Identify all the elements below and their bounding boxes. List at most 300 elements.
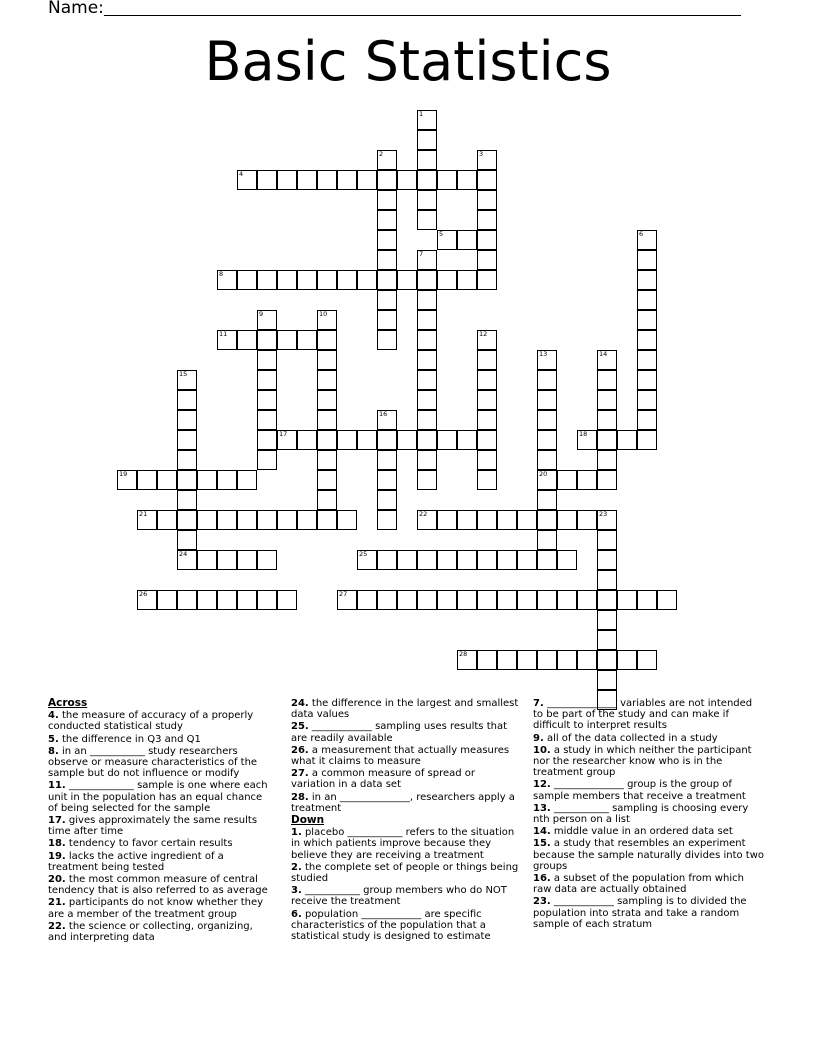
clue-item-number: 25.	[291, 721, 309, 733]
grid-cell[interactable]	[417, 370, 437, 390]
grid-cell[interactable]	[177, 390, 197, 410]
grid-cell[interactable]	[597, 530, 617, 550]
clue-number: 23	[599, 510, 608, 518]
grid-cell[interactable]	[597, 610, 617, 630]
grid-cell[interactable]	[637, 350, 657, 370]
grid-cell[interactable]	[637, 590, 657, 610]
grid-cell[interactable]	[237, 510, 257, 530]
grid-cell[interactable]	[137, 470, 157, 490]
grid-cell[interactable]	[417, 150, 437, 170]
grid-cell[interactable]	[617, 650, 637, 670]
grid-cell[interactable]	[257, 170, 277, 190]
clue-item-text: population ____________ are specific characteristics of the population that a statistical study is designed to estimate	[291, 908, 491, 943]
grid-cell[interactable]	[537, 510, 557, 530]
grid-cell[interactable]	[257, 590, 277, 610]
grid-cell[interactable]	[577, 650, 597, 670]
grid-cell[interactable]	[597, 470, 617, 490]
clue-item	[48, 838, 273, 849]
clue-item-text: the measure of accuracy of a properly conducted statistical study	[48, 710, 254, 733]
grid-cell[interactable]	[377, 230, 397, 250]
grid-cell[interactable]	[317, 450, 337, 470]
clue-item	[533, 873, 765, 895]
grid-cell[interactable]	[277, 590, 297, 610]
grid-cell[interactable]	[537, 430, 557, 450]
grid-cell[interactable]	[477, 150, 497, 170]
grid-cell[interactable]	[157, 510, 177, 530]
grid-cell[interactable]	[557, 650, 577, 670]
clue-number: 27	[339, 590, 348, 598]
grid-cell[interactable]	[477, 650, 497, 670]
grid-cell[interactable]	[597, 350, 617, 370]
grid-cell[interactable]	[317, 370, 337, 390]
grid-cell[interactable]	[577, 590, 597, 610]
grid-cell[interactable]	[377, 210, 397, 230]
grid-cell[interactable]	[477, 230, 497, 250]
grid-cell[interactable]	[257, 350, 277, 370]
grid-cell[interactable]	[177, 530, 197, 550]
grid-cell[interactable]	[397, 270, 417, 290]
grid-cell[interactable]	[457, 270, 477, 290]
grid-cell[interactable]	[377, 470, 397, 490]
grid-cell[interactable]	[597, 390, 617, 410]
grid-cell[interactable]	[437, 550, 457, 570]
grid-cell[interactable]	[557, 470, 577, 490]
grid-cell[interactable]	[577, 430, 597, 450]
grid-cell[interactable]	[457, 550, 477, 570]
grid-cell[interactable]	[457, 170, 477, 190]
grid-cell[interactable]	[597, 510, 617, 530]
grid-cell[interactable]	[377, 270, 397, 290]
grid-cell[interactable]	[417, 190, 437, 210]
grid-cell[interactable]	[377, 170, 397, 190]
grid-cell[interactable]	[537, 550, 557, 570]
grid-cell[interactable]	[637, 270, 657, 290]
grid-cell[interactable]	[377, 310, 397, 330]
grid-cell[interactable]	[657, 590, 677, 610]
grid-cell[interactable]	[477, 430, 497, 450]
grid-cell[interactable]	[417, 330, 437, 350]
grid-cell[interactable]	[417, 410, 437, 430]
grid-cell[interactable]	[517, 590, 537, 610]
grid-cell[interactable]	[317, 270, 337, 290]
clue-item-number: 22.	[48, 920, 66, 932]
clue-item	[533, 896, 765, 930]
grid-cell[interactable]	[517, 510, 537, 530]
grid-cell[interactable]	[437, 230, 457, 250]
clue-item	[533, 733, 765, 744]
grid-cell[interactable]	[157, 590, 177, 610]
grid-cell[interactable]	[537, 450, 557, 470]
grid-cell[interactable]	[417, 430, 437, 450]
grid-cell[interactable]	[597, 550, 617, 570]
grid-cell[interactable]	[377, 290, 397, 310]
grid-cell[interactable]	[477, 250, 497, 270]
grid-cell[interactable]	[637, 310, 657, 330]
clue-item-number: 10.	[533, 744, 551, 756]
grid-cell[interactable]	[477, 370, 497, 390]
grid-cell[interactable]	[257, 390, 277, 410]
grid-cell[interactable]	[457, 510, 477, 530]
grid-cell[interactable]	[417, 510, 437, 530]
grid-cell[interactable]	[357, 430, 377, 450]
grid-cell[interactable]	[257, 430, 277, 450]
clue-item-text: ___________ sampling is choosing every nth person on a list	[533, 802, 749, 826]
clue-item	[533, 826, 765, 837]
grid-cell[interactable]	[217, 330, 237, 350]
grid-cell[interactable]	[497, 590, 517, 610]
grid-cell[interactable]	[417, 450, 437, 470]
grid-cell[interactable]	[417, 390, 437, 410]
clue-item-number: 8.	[48, 745, 59, 757]
grid-cell[interactable]	[457, 590, 477, 610]
grid-cell[interactable]	[537, 370, 557, 390]
grid-cell[interactable]	[237, 590, 257, 610]
clue-item-text: in an ___________ study researchers observe or measure characteristics of the sample but do not influence or modify	[48, 745, 258, 780]
clue-item-text: the difference in the largest and smallest data values	[291, 698, 519, 721]
grid-cell[interactable]	[637, 230, 657, 250]
grid-cell[interactable]	[297, 330, 317, 350]
grid-cell[interactable]	[317, 390, 337, 410]
grid-cell[interactable]	[397, 170, 417, 190]
grid-cell[interactable]	[497, 550, 517, 570]
clue-item	[291, 792, 521, 814]
clue-item-number: 3.	[291, 885, 302, 897]
grid-cell[interactable]	[237, 550, 257, 570]
grid-cell[interactable]	[557, 550, 577, 570]
grid-cell[interactable]	[377, 190, 397, 210]
clue-number: 13	[539, 350, 548, 358]
clue-number: 11	[219, 330, 228, 338]
grid-cell[interactable]	[417, 310, 437, 330]
grid-cell[interactable]	[177, 370, 197, 390]
grid-cell[interactable]	[477, 170, 497, 190]
grid-cell[interactable]	[137, 510, 157, 530]
grid-cell[interactable]	[537, 530, 557, 550]
grid-cell[interactable]	[257, 370, 277, 390]
clue-number: 26	[139, 590, 148, 598]
grid-cell[interactable]	[397, 590, 417, 610]
clue-item	[48, 874, 273, 896]
grid-cell[interactable]	[537, 410, 557, 430]
grid-cell[interactable]	[237, 170, 257, 190]
grid-cell[interactable]	[277, 170, 297, 190]
clue-item	[533, 779, 765, 801]
grid-cell[interactable]	[177, 430, 197, 450]
clue-item-number: 18.	[48, 838, 66, 850]
clue-item	[533, 745, 765, 779]
clue-item-text: a measurement that actually measures what it claims to measure	[291, 744, 510, 768]
grid-cell[interactable]	[477, 410, 497, 430]
grid-cell[interactable]	[257, 270, 277, 290]
grid-cell[interactable]	[337, 170, 357, 190]
grid-cell[interactable]	[337, 430, 357, 450]
grid-cell[interactable]	[477, 450, 497, 470]
grid-cell[interactable]	[417, 550, 437, 570]
grid-cell[interactable]	[197, 550, 217, 570]
grid-cell[interactable]	[297, 430, 317, 450]
grid-cell[interactable]	[317, 350, 337, 370]
grid-cell[interactable]	[177, 490, 197, 510]
grid-cell[interactable]	[537, 390, 557, 410]
clue-item-number: 16.	[533, 873, 551, 885]
grid-cell[interactable]	[597, 570, 617, 590]
grid-cell[interactable]	[257, 550, 277, 570]
grid-cell[interactable]	[457, 230, 477, 250]
clue-item-number: 21.	[48, 897, 66, 909]
clue-item-number: 2.	[291, 861, 302, 873]
grid-cell[interactable]	[437, 510, 457, 530]
grid-cell[interactable]	[637, 370, 657, 390]
clue-item-text: a study that resembles an experiment because the sample naturally divides into two groups	[533, 838, 765, 872]
grid-cell[interactable]	[357, 550, 377, 570]
grid-cell[interactable]	[177, 410, 197, 430]
clue-item	[291, 885, 521, 907]
grid-cell[interactable]	[197, 510, 217, 530]
clue-item	[48, 746, 273, 780]
clue-item-text: the difference in Q3 and Q1	[58, 733, 201, 745]
grid-cell[interactable]	[357, 270, 377, 290]
grid-cell[interactable]	[297, 510, 317, 530]
grid-cell[interactable]	[357, 170, 377, 190]
grid-cell[interactable]	[637, 330, 657, 350]
grid-cell[interactable]	[497, 510, 517, 530]
grid-cell[interactable]	[337, 510, 357, 530]
clue-item-number: 27.	[291, 768, 309, 780]
grid-cell[interactable]	[217, 470, 237, 490]
clue-column-1	[48, 698, 273, 944]
grid-cell[interactable]	[597, 630, 617, 650]
grid-cell[interactable]	[337, 270, 357, 290]
grid-cell[interactable]	[477, 470, 497, 490]
grid-cell[interactable]	[317, 510, 337, 530]
grid-cell[interactable]	[377, 510, 397, 530]
grid-cell[interactable]	[497, 650, 517, 670]
clue-item-text: participants do not know whether they are a member of the treatment group	[48, 897, 264, 920]
grid-cell[interactable]	[197, 590, 217, 610]
grid-cell[interactable]	[177, 450, 197, 470]
grid-cell[interactable]	[377, 550, 397, 570]
grid-cell[interactable]	[257, 510, 277, 530]
clue-item-number: 26.	[291, 744, 309, 756]
grid-cell[interactable]	[237, 330, 257, 350]
clue-item-text: a study in which neither the participant nor the researcher know who is in the treatment group	[533, 744, 752, 779]
grid-cell[interactable]	[477, 190, 497, 210]
grid-cell[interactable]	[437, 590, 457, 610]
grid-cell[interactable]	[637, 250, 657, 270]
grid-cell[interactable]	[137, 590, 157, 610]
clue-item-text: all of the data collected in a study	[543, 732, 718, 744]
grid-cell[interactable]	[597, 450, 617, 470]
grid-cell[interactable]	[417, 170, 437, 190]
grid-cell[interactable]	[537, 350, 557, 370]
clue-item-text: the most common measure of central tendency that is also referred to as average	[48, 874, 268, 897]
page-title: Basic Statistics	[204, 30, 612, 93]
clue-item-text: lacks the active ingredient of a treatment being tested	[48, 850, 224, 873]
grid-cell[interactable]	[637, 430, 657, 450]
clue-item	[48, 780, 273, 814]
grid-cell[interactable]	[297, 170, 317, 190]
grid-cell[interactable]	[377, 410, 397, 430]
grid-cell[interactable]	[377, 450, 397, 470]
grid-cell[interactable]	[317, 470, 337, 490]
grid-cell[interactable]	[317, 430, 337, 450]
clue-item-number: 24.	[291, 698, 309, 709]
grid-cell[interactable]	[377, 430, 397, 450]
grid-cell[interactable]	[377, 150, 397, 170]
grid-cell[interactable]	[537, 650, 557, 670]
grid-cell[interactable]	[257, 330, 277, 350]
grid-cell[interactable]	[517, 650, 537, 670]
clue-number: 16	[379, 410, 388, 418]
clue-item-number: 28.	[291, 791, 309, 803]
grid-cell[interactable]	[637, 390, 657, 410]
grid-cell[interactable]	[477, 390, 497, 410]
grid-cell[interactable]	[237, 270, 257, 290]
clue-number: 9	[259, 310, 264, 318]
grid-cell[interactable]	[637, 290, 657, 310]
grid-cell[interactable]	[457, 650, 477, 670]
grid-cell[interactable]	[317, 490, 337, 510]
grid-cell[interactable]	[217, 510, 237, 530]
grid-cell[interactable]	[197, 470, 217, 490]
clue-item	[533, 803, 765, 825]
grid-cell[interactable]	[257, 410, 277, 430]
grid-cell[interactable]	[617, 430, 637, 450]
grid-cell[interactable]	[117, 470, 137, 490]
grid-cell[interactable]	[277, 270, 297, 290]
grid-cell[interactable]	[477, 210, 497, 230]
grid-cell[interactable]	[277, 330, 297, 350]
clue-item-text: gives approximately the same results time after time	[48, 815, 258, 838]
grid-cell[interactable]	[637, 650, 657, 670]
clue-item-text: placebo ___________ refers to the situation in which patients improve because they believe they are receiving a treatment	[291, 827, 515, 861]
clue-item	[291, 909, 521, 943]
grid-cell[interactable]	[277, 510, 297, 530]
grid-cell[interactable]	[557, 590, 577, 610]
clue-item-number: 17.	[48, 815, 66, 827]
grid-cell[interactable]	[617, 590, 637, 610]
grid-cell[interactable]	[477, 510, 497, 530]
grid-cell[interactable]	[597, 670, 617, 690]
grid-cell[interactable]	[317, 170, 337, 190]
grid-cell[interactable]	[297, 270, 317, 290]
clue-number: 28	[459, 650, 468, 658]
grid-cell[interactable]	[257, 450, 277, 470]
clue-number: 7	[419, 250, 424, 258]
grid-cell[interactable]	[537, 470, 557, 490]
grid-cell[interactable]	[417, 210, 437, 230]
grid-cell[interactable]	[257, 310, 277, 330]
grid-cell[interactable]	[457, 430, 477, 450]
clue-item-number: 5.	[48, 733, 59, 745]
clue-item-text: tendency to favor certain results	[65, 838, 233, 850]
clue-item-number: 1.	[291, 827, 302, 839]
grid-cell[interactable]	[597, 590, 617, 610]
grid-cell[interactable]	[477, 550, 497, 570]
grid-cell[interactable]	[357, 590, 377, 610]
grid-cell[interactable]	[177, 470, 197, 490]
clue-item	[533, 698, 765, 732]
grid-cell[interactable]	[637, 410, 657, 430]
grid-cell[interactable]	[537, 590, 557, 610]
grid-cell[interactable]	[177, 510, 197, 530]
grid-cell[interactable]	[417, 270, 437, 290]
grid-cell[interactable]	[437, 430, 457, 450]
clue-item-number: 19.	[48, 850, 66, 862]
clue-item-text: a common measure of spread or variation in a data set	[291, 768, 476, 791]
grid-cell[interactable]	[217, 550, 237, 570]
grid-cell[interactable]	[437, 270, 457, 290]
grid-cell[interactable]	[317, 310, 337, 330]
grid-cell[interactable]	[377, 250, 397, 270]
grid-cell[interactable]	[477, 270, 497, 290]
grid-cell[interactable]	[317, 330, 337, 350]
grid-cell[interactable]	[437, 170, 457, 190]
clue-item-text: the complete set of people or things being studied	[291, 861, 519, 885]
clue-item	[291, 862, 521, 884]
clue-number: 21	[139, 510, 148, 518]
grid-cell[interactable]	[517, 550, 537, 570]
grid-cell[interactable]	[377, 490, 397, 510]
grid-cell[interactable]	[377, 590, 397, 610]
grid-cell[interactable]	[277, 430, 297, 450]
grid-cell[interactable]	[377, 330, 397, 350]
grid-cell[interactable]	[157, 470, 177, 490]
grid-cell[interactable]	[577, 510, 597, 530]
clue-item-text: ____________ sampling is to divided the population into strata and take a random sample of each stratum	[533, 896, 747, 930]
clue-number: 18	[579, 430, 588, 438]
grid-cell[interactable]	[597, 410, 617, 430]
grid-cell[interactable]	[417, 350, 437, 370]
grid-cell[interactable]	[417, 130, 437, 150]
grid-cell[interactable]	[237, 470, 257, 490]
clue-item	[533, 838, 765, 872]
grid-cell[interactable]	[577, 470, 597, 490]
clue-item	[48, 734, 273, 745]
clue-item	[48, 897, 273, 919]
grid-cell[interactable]	[177, 550, 197, 570]
grid-cell[interactable]	[217, 270, 237, 290]
grid-cell[interactable]	[417, 470, 437, 490]
grid-cell[interactable]	[217, 590, 237, 610]
grid-cell[interactable]	[397, 550, 417, 570]
grid-cell[interactable]	[177, 590, 197, 610]
clue-item	[48, 851, 273, 873]
grid-cell[interactable]	[597, 430, 617, 450]
clue-item	[48, 921, 273, 943]
grid-cell[interactable]	[477, 590, 497, 610]
grid-cell[interactable]	[417, 250, 437, 270]
grid-cell[interactable]	[537, 490, 557, 510]
grid-cell[interactable]	[337, 590, 357, 610]
grid-cell[interactable]	[477, 350, 497, 370]
grid-cell[interactable]	[317, 410, 337, 430]
clue-item-number: 9.	[533, 732, 544, 744]
clue-number: 8	[219, 270, 224, 278]
clue-number: 14	[599, 350, 608, 358]
clue-number: 19	[119, 470, 128, 478]
grid-cell[interactable]	[397, 430, 417, 450]
grid-cell[interactable]	[597, 650, 617, 670]
grid-cell[interactable]	[417, 110, 437, 130]
grid-cell[interactable]	[477, 330, 497, 350]
grid-cell[interactable]	[557, 510, 577, 530]
clue-item-number: 7.	[533, 698, 544, 709]
clue-number: 22	[419, 510, 428, 518]
grid-cell[interactable]	[597, 370, 617, 390]
grid-cell[interactable]	[417, 290, 437, 310]
grid-cell[interactable]	[417, 590, 437, 610]
